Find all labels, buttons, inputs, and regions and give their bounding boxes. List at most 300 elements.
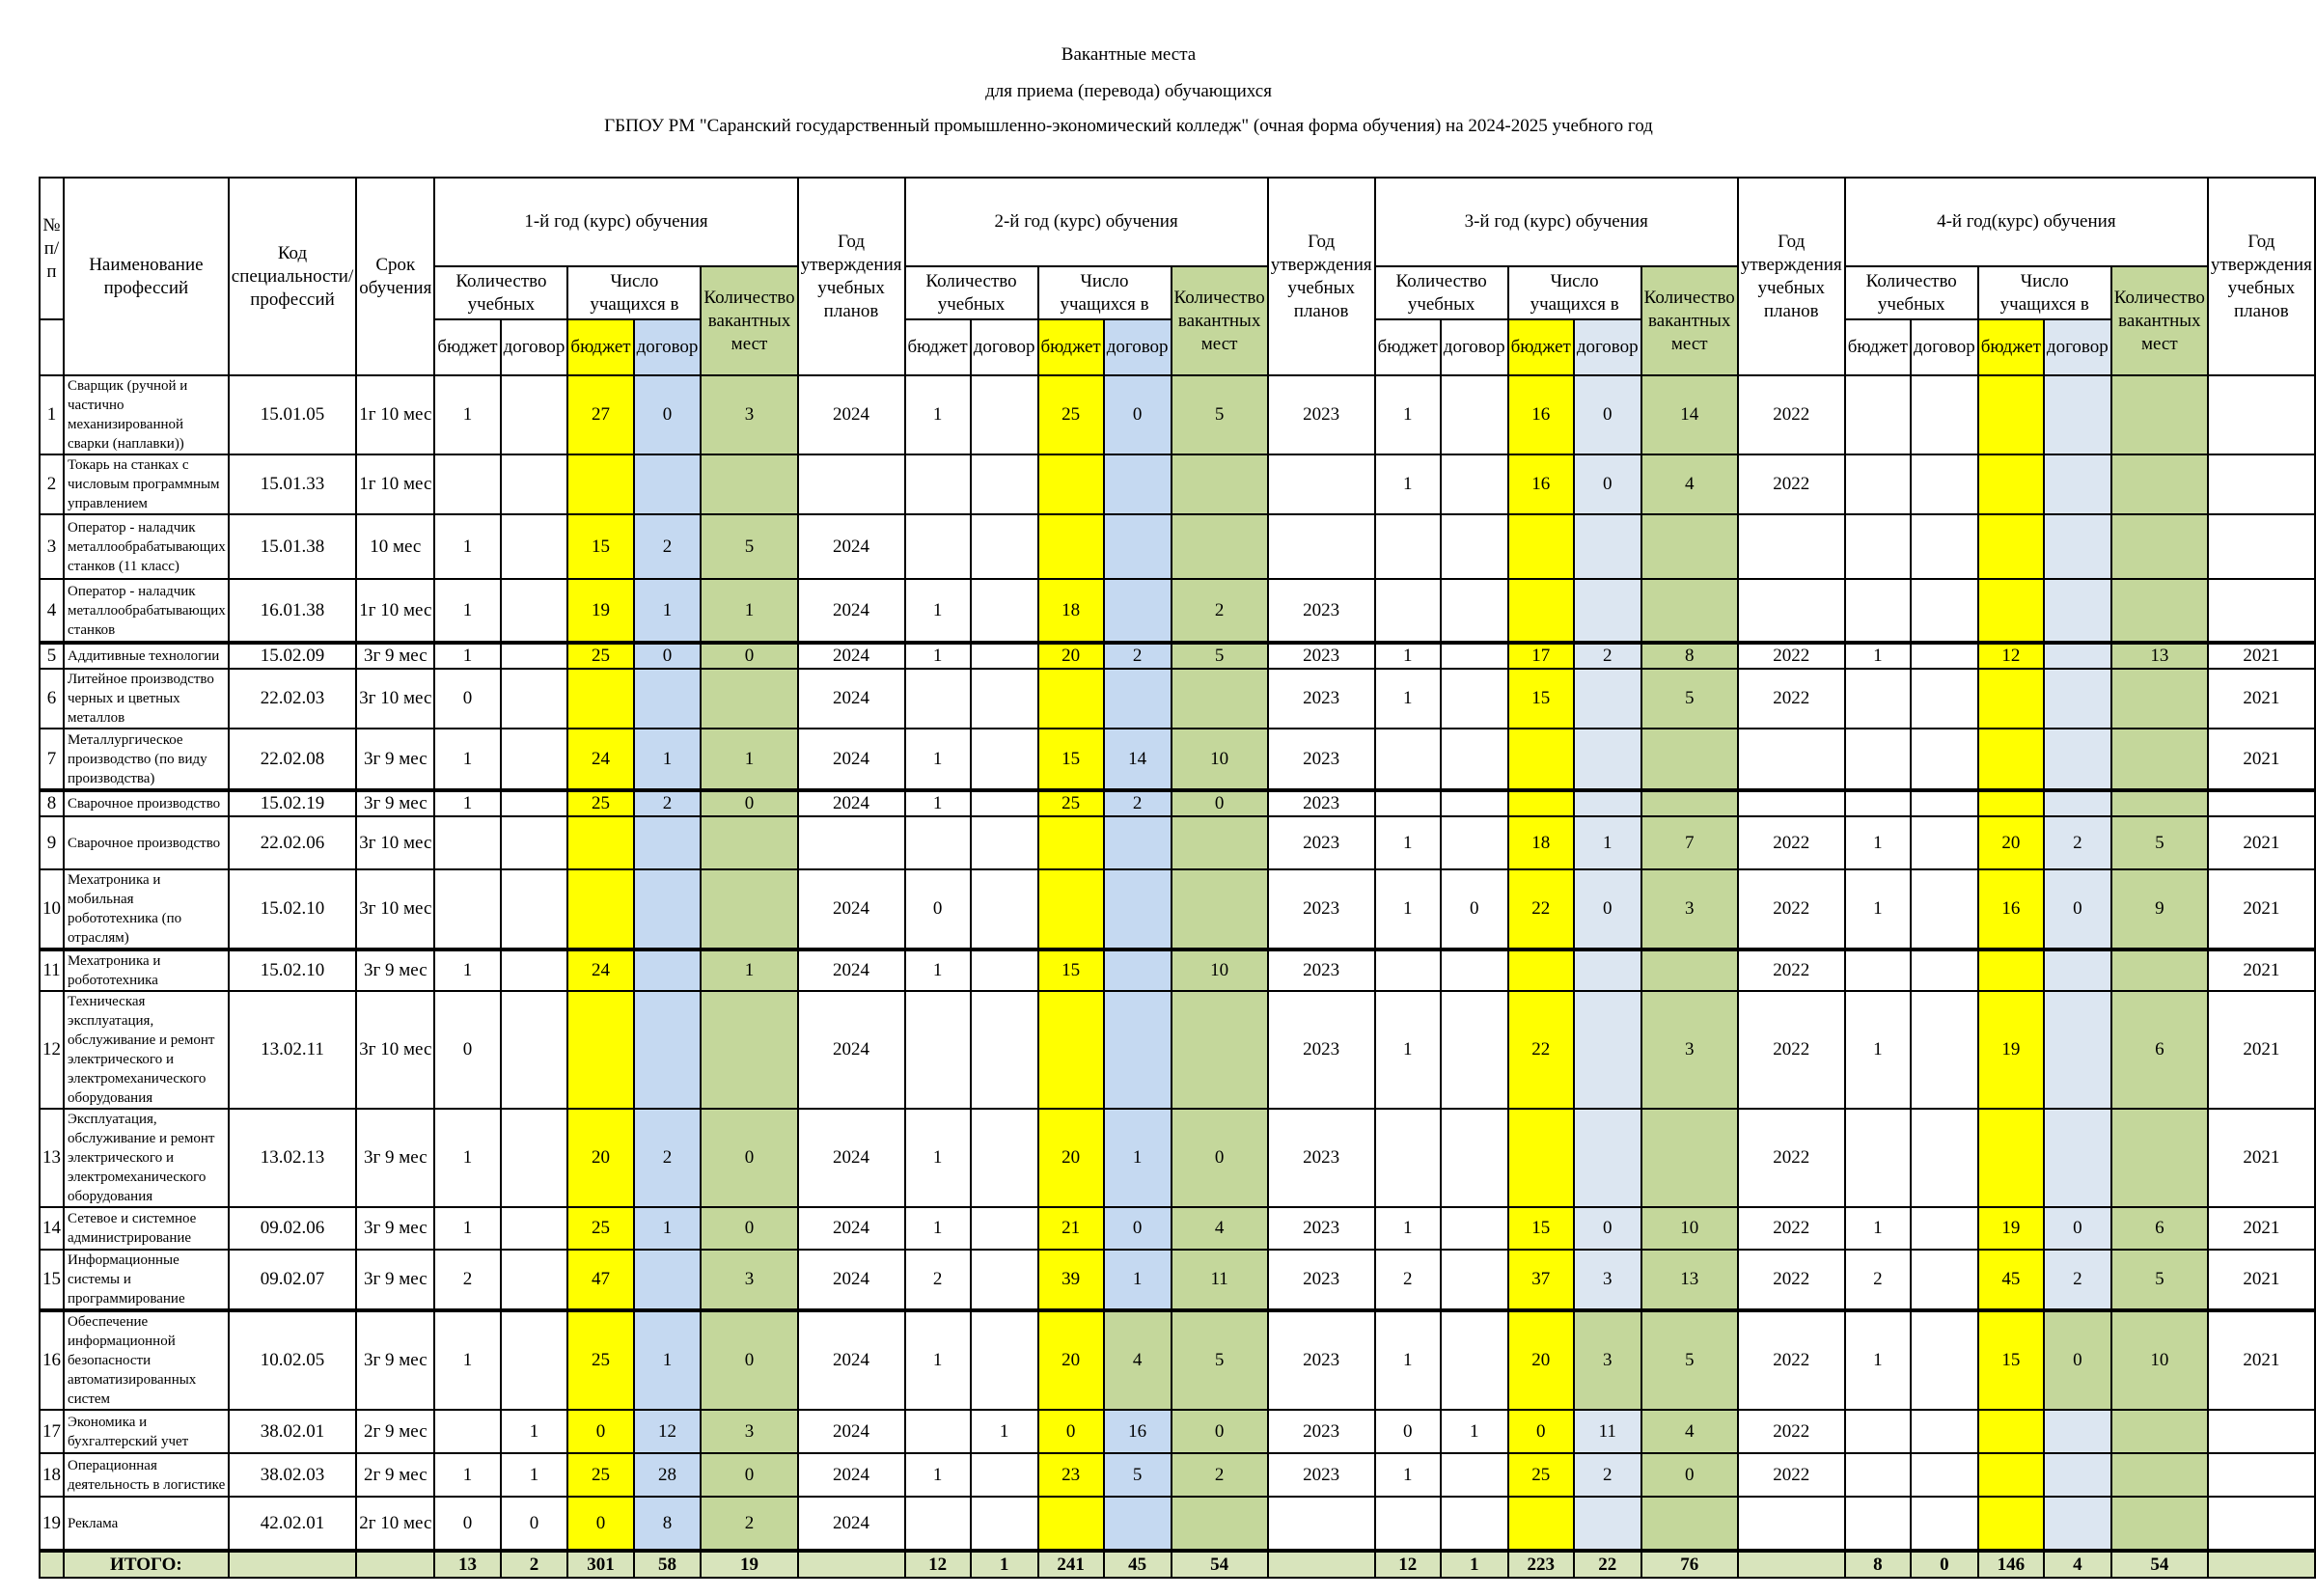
students-budget-y4: 45 xyxy=(1978,1250,2044,1310)
vacant-places-y2 xyxy=(1172,816,1268,869)
groups-budget-y2: 1 xyxy=(905,1310,971,1410)
groups-contract-y1 xyxy=(501,1310,568,1410)
groups-contract-y1 xyxy=(501,1250,568,1310)
students-budget-y1: 15 xyxy=(567,514,633,579)
vacant-places-y3 xyxy=(1641,579,1738,643)
study-term: 3г 9 мес xyxy=(356,1250,434,1310)
students-budget-y4 xyxy=(1978,729,2044,790)
students-budget-y1: 25 xyxy=(567,1207,633,1250)
groups-contract-y4 xyxy=(1911,375,1978,454)
students-budget-y4 xyxy=(1978,454,2044,514)
groups-budget-y4 xyxy=(1845,1109,1911,1207)
header-students-contract-year2: договор xyxy=(1104,319,1172,375)
vacant-places-y2 xyxy=(1172,454,1268,514)
groups-contract-y2 xyxy=(971,1310,1038,1410)
students-contract-y4 xyxy=(2044,790,2111,816)
students-budget-y2: 25 xyxy=(1038,790,1104,816)
specialty-code: 22.02.03 xyxy=(229,669,356,729)
students-budget-y2 xyxy=(1038,669,1104,729)
vacant-places-y3 xyxy=(1641,1497,1738,1551)
row-number: 19 xyxy=(40,1497,64,1551)
students-contract-y3 xyxy=(1574,514,1641,579)
specialty-code: 22.02.06 xyxy=(229,816,356,869)
groups-contract-y1 xyxy=(501,869,568,949)
header-name: Наименование профессий xyxy=(64,178,229,375)
specialty-code: 10.02.05 xyxy=(229,1310,356,1410)
groups-contract-y4 xyxy=(1911,514,1978,579)
plan-year-y4 xyxy=(2208,375,2315,454)
groups-contract-y1 xyxy=(501,991,568,1109)
students-contract-y1: 1 xyxy=(634,1310,702,1410)
groups-budget-y4 xyxy=(1845,1497,1911,1551)
students-budget-y3 xyxy=(1508,579,1574,643)
students-contract-y4 xyxy=(2044,1497,2111,1551)
plan-year-y1: 2024 xyxy=(798,1250,905,1310)
vacant-places-y2 xyxy=(1172,991,1268,1109)
students-budget-y3 xyxy=(1508,1497,1574,1551)
groups-contract-y4 xyxy=(1911,454,1978,514)
groups-budget-y2 xyxy=(905,454,971,514)
profession-name: Токарь на станках с числовым программным управлением xyxy=(64,454,229,514)
study-term: 3г 10 мес xyxy=(356,991,434,1109)
groups-contract-y4 xyxy=(1911,1497,1978,1551)
vacant-places-y1: 1 xyxy=(701,729,797,790)
vacant-places-y1: 5 xyxy=(701,514,797,579)
vacant-places-y3: 14 xyxy=(1641,375,1738,454)
total-vacant-places-y3: 76 xyxy=(1641,1551,1738,1578)
plan-year-y2: 2023 xyxy=(1268,579,1375,643)
plan-year-y2: 2023 xyxy=(1268,869,1375,949)
groups-contract-y4 xyxy=(1911,790,1978,816)
students-budget-y1: 0 xyxy=(567,1497,633,1551)
students-contract-y3: 3 xyxy=(1574,1250,1641,1310)
students-contract-y3 xyxy=(1574,669,1641,729)
header-students-year4: Число учащихся в xyxy=(1978,266,2111,319)
total-plan-year-y1 xyxy=(798,1551,905,1578)
row-number: 15 xyxy=(40,1250,64,1310)
groups-contract-y4 xyxy=(1911,1310,1978,1410)
table-row xyxy=(40,1453,2315,1497)
students-budget-y3: 17 xyxy=(1508,643,1574,669)
groups-budget-y3: 1 xyxy=(1375,1453,1441,1497)
vacant-places-y1: 3 xyxy=(701,1250,797,1310)
plan-year-y4: 2021 xyxy=(2208,643,2315,669)
row-number: 18 xyxy=(40,1453,64,1497)
vacant-places-y3: 8 xyxy=(1641,643,1738,669)
table-row xyxy=(40,869,2315,949)
groups-contract-y2 xyxy=(971,1250,1038,1310)
profession-name: Сетевое и системное администрирование xyxy=(64,1207,229,1250)
plan-year-y1: 2024 xyxy=(798,1453,905,1497)
profession-name: Мехатроника и мобильная робототехника (по отраслям) xyxy=(64,869,229,949)
groups-contract-y4 xyxy=(1911,643,1978,669)
students-budget-y1 xyxy=(567,454,633,514)
header-vacant-year1: Количество вакантных мест xyxy=(701,266,797,375)
students-budget-y2: 0 xyxy=(1038,1410,1104,1453)
row-number: 5 xyxy=(40,643,64,669)
groups-budget-y4: 1 xyxy=(1845,1207,1911,1250)
plan-year-y2 xyxy=(1268,514,1375,579)
vacant-places-y2: 0 xyxy=(1172,1410,1268,1453)
groups-contract-y3 xyxy=(1441,375,1508,454)
groups-contract-y4 xyxy=(1911,1250,1978,1310)
groups-budget-y3: 2 xyxy=(1375,1250,1441,1310)
students-budget-y1: 0 xyxy=(567,1410,633,1453)
plan-year-y4 xyxy=(2208,514,2315,579)
plan-year-y4 xyxy=(2208,454,2315,514)
profession-name: Техническая эксплуатация, обслуживание и ремонт электрического и электромеханического оборудования xyxy=(64,991,229,1109)
students-budget-y3: 22 xyxy=(1508,991,1574,1109)
students-contract-y3: 2 xyxy=(1574,643,1641,669)
plan-year-y4 xyxy=(2208,1410,2315,1453)
groups-contract-y3 xyxy=(1441,579,1508,643)
students-budget-y2 xyxy=(1038,869,1104,949)
profession-name: Оператор - наладчик металлообрабатывающих станков (11 класс) xyxy=(64,514,229,579)
header-plan-year1: Год утверждения учебных планов xyxy=(798,178,905,375)
plan-year-y2: 2023 xyxy=(1268,816,1375,869)
plan-year-y2: 2023 xyxy=(1268,790,1375,816)
vacant-places-y4: 13 xyxy=(2111,643,2208,669)
specialty-code: 22.02.08 xyxy=(229,729,356,790)
profession-name: Экономика и бухгалтерский учет xyxy=(64,1410,229,1453)
header-students-year3: Число учащихся в xyxy=(1508,266,1641,319)
groups-contract-y3 xyxy=(1441,643,1508,669)
groups-budget-y1: 1 xyxy=(434,729,500,790)
groups-budget-y2: 1 xyxy=(905,643,971,669)
total-groups-budget-y2: 12 xyxy=(905,1551,971,1578)
vacant-places-y1: 0 xyxy=(701,1453,797,1497)
students-budget-y4 xyxy=(1978,1410,2044,1453)
students-contract-y3: 0 xyxy=(1574,1207,1641,1250)
total-students-contract-y4: 4 xyxy=(2044,1551,2111,1578)
total-vacant-places-y4: 54 xyxy=(2111,1551,2208,1578)
header-students-budget-year3: бюджет xyxy=(1508,319,1574,375)
total-students-budget-y4: 146 xyxy=(1978,1551,2044,1578)
plan-year-y3: 2022 xyxy=(1738,1250,1845,1310)
groups-contract-y3 xyxy=(1441,816,1508,869)
table-row xyxy=(40,949,2315,991)
plan-year-y3: 2022 xyxy=(1738,869,1845,949)
groups-budget-y4: 1 xyxy=(1845,869,1911,949)
students-budget-y2: 20 xyxy=(1038,1310,1104,1410)
students-contract-y1: 1 xyxy=(634,729,702,790)
vacant-places-y4: 5 xyxy=(2111,816,2208,869)
header-groups-contract-year1: договор xyxy=(501,319,568,375)
groups-contract-y1 xyxy=(501,579,568,643)
plan-year-y4: 2021 xyxy=(2208,816,2315,869)
header-year2: 2-й год (курс) обучения xyxy=(905,178,1268,266)
plan-year-y1: 2024 xyxy=(798,375,905,454)
groups-contract-y3 xyxy=(1441,1109,1508,1207)
vacant-places-y2 xyxy=(1172,1497,1268,1551)
profession-name: Сварщик (ручной и частично механизированной сварки (наплавки)) xyxy=(64,375,229,454)
groups-contract-y2 xyxy=(971,375,1038,454)
totals-blank xyxy=(356,1551,434,1578)
total-students-budget-y3: 223 xyxy=(1508,1551,1574,1578)
vacant-places-y3: 10 xyxy=(1641,1207,1738,1250)
vacant-places-y4: 6 xyxy=(2111,991,2208,1109)
plan-year-y1: 2024 xyxy=(798,514,905,579)
total-students-contract-y2: 45 xyxy=(1104,1551,1172,1578)
plan-year-y2 xyxy=(1268,454,1375,514)
header-year4: 4-й год(курс) обучения xyxy=(1845,178,2208,266)
students-contract-y1: 2 xyxy=(634,790,702,816)
students-budget-y1: 25 xyxy=(567,643,633,669)
groups-contract-y1: 1 xyxy=(501,1453,568,1497)
plan-year-y4: 2021 xyxy=(2208,949,2315,991)
groups-contract-y4 xyxy=(1911,991,1978,1109)
groups-contract-y4 xyxy=(1911,1410,1978,1453)
study-term: 1г 10 мес xyxy=(356,579,434,643)
students-contract-y1 xyxy=(634,454,702,514)
total-vacant-places-y2: 54 xyxy=(1172,1551,1268,1578)
groups-budget-y1: 2 xyxy=(434,1250,500,1310)
students-budget-y2 xyxy=(1038,816,1104,869)
groups-contract-y2 xyxy=(971,949,1038,991)
plan-year-y3 xyxy=(1738,579,1845,643)
vacant-places-y3: 3 xyxy=(1641,991,1738,1109)
vacant-places-y4 xyxy=(2111,949,2208,991)
students-contract-y2: 16 xyxy=(1104,1410,1172,1453)
vacant-places-y1: 0 xyxy=(701,1109,797,1207)
plan-year-y1: 2024 xyxy=(798,949,905,991)
groups-budget-y1 xyxy=(434,816,500,869)
groups-contract-y2 xyxy=(971,790,1038,816)
vacant-places-y1: 3 xyxy=(701,1410,797,1453)
groups-contract-y2 xyxy=(971,1497,1038,1551)
study-term: 2г 9 мес xyxy=(356,1410,434,1453)
plan-year-y2: 2023 xyxy=(1268,991,1375,1109)
students-contract-y2 xyxy=(1104,454,1172,514)
vacant-places-y3: 5 xyxy=(1641,1310,1738,1410)
groups-contract-y3 xyxy=(1441,1453,1508,1497)
groups-budget-y1: 1 xyxy=(434,1109,500,1207)
students-contract-y3 xyxy=(1574,790,1641,816)
groups-contract-y2 xyxy=(971,1453,1038,1497)
students-contract-y1 xyxy=(634,669,702,729)
groups-budget-y3: 1 xyxy=(1375,454,1441,514)
students-contract-y4 xyxy=(2044,643,2111,669)
students-budget-y1: 24 xyxy=(567,949,633,991)
plan-year-y3: 2022 xyxy=(1738,1410,1845,1453)
students-contract-y3: 1 xyxy=(1574,816,1641,869)
students-contract-y4: 2 xyxy=(2044,1250,2111,1310)
plan-year-y1: 2024 xyxy=(798,790,905,816)
groups-contract-y4 xyxy=(1911,816,1978,869)
groups-budget-y2: 1 xyxy=(905,1453,971,1497)
groups-budget-y4 xyxy=(1845,514,1911,579)
groups-budget-y1: 1 xyxy=(434,1207,500,1250)
plan-year-y3 xyxy=(1738,514,1845,579)
students-budget-y2: 15 xyxy=(1038,729,1104,790)
vacant-places-y2: 2 xyxy=(1172,1453,1268,1497)
table-row xyxy=(40,579,2315,643)
students-contract-y2: 5 xyxy=(1104,1453,1172,1497)
totals-blank xyxy=(229,1551,356,1578)
students-contract-y3 xyxy=(1574,579,1641,643)
plan-year-y1: 2024 xyxy=(798,1310,905,1410)
study-term: 3г 9 мес xyxy=(356,729,434,790)
groups-contract-y1 xyxy=(501,514,568,579)
plan-year-y4 xyxy=(2208,579,2315,643)
header-vacant-year3: Количество вакантных мест xyxy=(1641,266,1738,375)
vacant-places-y4: 10 xyxy=(2111,1310,2208,1410)
vacant-places-y4 xyxy=(2111,375,2208,454)
students-contract-y3: 0 xyxy=(1574,454,1641,514)
row-number: 2 xyxy=(40,454,64,514)
groups-budget-y1 xyxy=(434,1410,500,1453)
row-number: 17 xyxy=(40,1410,64,1453)
header-students-budget-year2: бюджет xyxy=(1038,319,1104,375)
students-budget-y3 xyxy=(1508,514,1574,579)
plan-year-y3: 2022 xyxy=(1738,1453,1845,1497)
vacant-places-y4 xyxy=(2111,454,2208,514)
students-contract-y4 xyxy=(2044,991,2111,1109)
header-groups-year3: Количество учебных xyxy=(1375,266,1508,319)
plan-year-y1 xyxy=(798,816,905,869)
students-budget-y3: 0 xyxy=(1508,1410,1574,1453)
table-row xyxy=(40,729,2315,790)
vacant-places-y1 xyxy=(701,816,797,869)
students-contract-y2 xyxy=(1104,991,1172,1109)
groups-budget-y2 xyxy=(905,669,971,729)
specialty-code: 15.02.09 xyxy=(229,643,356,669)
students-contract-y1 xyxy=(634,991,702,1109)
students-budget-y3: 25 xyxy=(1508,1453,1574,1497)
groups-budget-y3 xyxy=(1375,1497,1441,1551)
groups-budget-y1: 1 xyxy=(434,375,500,454)
header-groups-budget-year4: бюджет xyxy=(1845,319,1911,375)
students-contract-y1 xyxy=(634,1250,702,1310)
students-contract-y1 xyxy=(634,869,702,949)
groups-contract-y2 xyxy=(971,869,1038,949)
total-groups-contract-y1: 2 xyxy=(501,1551,568,1578)
groups-budget-y3: 1 xyxy=(1375,1207,1441,1250)
vacant-places-y3 xyxy=(1641,949,1738,991)
vacant-places-y1 xyxy=(701,869,797,949)
students-contract-y4: 2 xyxy=(2044,816,2111,869)
students-budget-y4 xyxy=(1978,579,2044,643)
students-budget-y2: 23 xyxy=(1038,1453,1104,1497)
students-budget-y3: 37 xyxy=(1508,1250,1574,1310)
groups-contract-y2 xyxy=(971,729,1038,790)
vacant-places-y3 xyxy=(1641,790,1738,816)
vacant-places-y2: 4 xyxy=(1172,1207,1268,1250)
groups-contract-y1 xyxy=(501,375,568,454)
students-contract-y3: 3 xyxy=(1574,1310,1641,1410)
students-contract-y1: 2 xyxy=(634,514,702,579)
row-number: 3 xyxy=(40,514,64,579)
students-contract-y2: 4 xyxy=(1104,1310,1172,1410)
students-contract-y2: 0 xyxy=(1104,1207,1172,1250)
study-term: 3г 9 мес xyxy=(356,790,434,816)
table-row xyxy=(40,1250,2315,1310)
students-budget-y3 xyxy=(1508,1109,1574,1207)
students-budget-y4: 15 xyxy=(1978,1310,2044,1410)
students-contract-y2 xyxy=(1104,514,1172,579)
students-contract-y3 xyxy=(1574,1497,1641,1551)
students-budget-y2: 20 xyxy=(1038,1109,1104,1207)
header-students-budget-year1: бюджет xyxy=(567,319,633,375)
vacant-places-y4 xyxy=(2111,514,2208,579)
header-year1: 1-й год (курс) обучения xyxy=(434,178,797,266)
header-groups-year1: Количество учебных xyxy=(434,266,567,319)
header-groups-year4: Количество учебных xyxy=(1845,266,1978,319)
students-contract-y4: 0 xyxy=(2044,1207,2111,1250)
header-students-contract-year1: договор xyxy=(634,319,702,375)
specialty-code: 09.02.06 xyxy=(229,1207,356,1250)
vacant-places-y3: 0 xyxy=(1641,1453,1738,1497)
specialty-code: 15.02.10 xyxy=(229,869,356,949)
students-budget-y2: 18 xyxy=(1038,579,1104,643)
header-groups-contract-year3: договор xyxy=(1441,319,1508,375)
plan-year-y1: 2024 xyxy=(798,643,905,669)
students-contract-y4 xyxy=(2044,375,2111,454)
students-budget-y4: 16 xyxy=(1978,869,2044,949)
study-term: 3г 9 мес xyxy=(356,1310,434,1410)
groups-budget-y3: 1 xyxy=(1375,375,1441,454)
groups-budget-y2: 1 xyxy=(905,1109,971,1207)
row-number: 6 xyxy=(40,669,64,729)
header-students-contract-year4: договор xyxy=(2044,319,2111,375)
study-term: 3г 10 мес xyxy=(356,816,434,869)
specialty-code: 15.01.33 xyxy=(229,454,356,514)
groups-contract-y1 xyxy=(501,816,568,869)
total-students-budget-y1: 301 xyxy=(567,1551,633,1578)
plan-year-y1: 2024 xyxy=(798,1497,905,1551)
plan-year-y4: 2021 xyxy=(2208,1109,2315,1207)
groups-budget-y3 xyxy=(1375,729,1441,790)
header-num: № п/п xyxy=(40,178,64,319)
table-row xyxy=(40,514,2315,579)
plan-year-y2: 2023 xyxy=(1268,1453,1375,1497)
groups-budget-y1: 0 xyxy=(434,991,500,1109)
groups-contract-y3 xyxy=(1441,729,1508,790)
students-contract-y3: 0 xyxy=(1574,869,1641,949)
table-row xyxy=(40,1207,2315,1250)
vacant-places-y4 xyxy=(2111,729,2208,790)
groups-budget-y3: 1 xyxy=(1375,1310,1441,1410)
specialty-code: 42.02.01 xyxy=(229,1497,356,1551)
groups-contract-y2 xyxy=(971,1109,1038,1207)
header-groups-budget-year1: бюджет xyxy=(434,319,500,375)
students-contract-y3 xyxy=(1574,729,1641,790)
plan-year-y3: 2022 xyxy=(1738,643,1845,669)
groups-budget-y3: 1 xyxy=(1375,991,1441,1109)
profession-name: Эксплуатация, обслуживание и ремонт электрического и электромеханического оборудования xyxy=(64,1109,229,1207)
plan-year-y2: 2023 xyxy=(1268,375,1375,454)
study-term: 3г 10 мес xyxy=(356,869,434,949)
document-subtitle: для приема (перевода) обучающихся xyxy=(985,81,1272,101)
groups-budget-y4: 2 xyxy=(1845,1250,1911,1310)
students-budget-y1: 27 xyxy=(567,375,633,454)
study-term: 3г 9 мес xyxy=(356,1109,434,1207)
plan-year-y4: 2021 xyxy=(2208,1207,2315,1250)
vacant-places-y4 xyxy=(2111,1453,2208,1497)
students-contract-y2: 1 xyxy=(1104,1109,1172,1207)
groups-budget-y3: 1 xyxy=(1375,816,1441,869)
groups-budget-y3 xyxy=(1375,579,1441,643)
students-budget-y4: 20 xyxy=(1978,816,2044,869)
students-budget-y2: 25 xyxy=(1038,375,1104,454)
specialty-code: 13.02.11 xyxy=(229,991,356,1109)
document-institution-line: ГБПОУ РМ "Саранский государственный промышленно-экономический колледж" (очная форма обучения) на 2024-2025 учебного год xyxy=(604,116,1653,136)
groups-budget-y2 xyxy=(905,816,971,869)
header-num-blank xyxy=(40,319,64,375)
total-groups-budget-y4: 8 xyxy=(1845,1551,1911,1578)
row-number: 4 xyxy=(40,579,64,643)
groups-budget-y4: 1 xyxy=(1845,991,1911,1109)
